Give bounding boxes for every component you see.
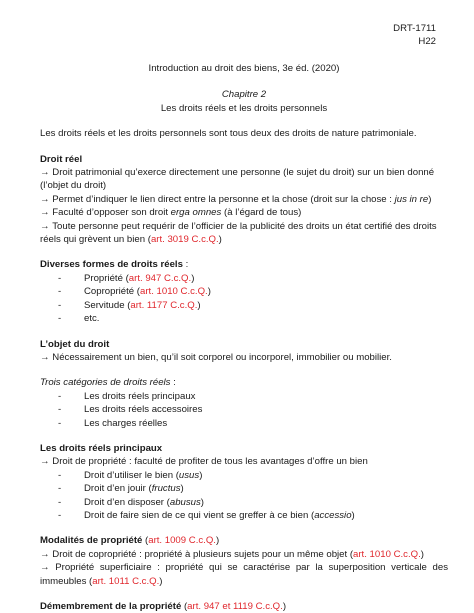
line-text: Droit de copropriété : propriété à plusieurs sujets pour un même objet (: [52, 548, 354, 560]
chapter-label: Chapitre 2: [221, 89, 267, 101]
latin-term: abusus: [169, 496, 201, 508]
heading-text: Diverses formes de droits réels: [40, 259, 183, 271]
item-text: Copropriété (: [84, 286, 140, 298]
item-text: Droit d’en disposer (: [84, 496, 170, 508]
section-heading: Démembrement de la propriété (art. 947 et 1119 C.c.Q.): [40, 601, 287, 612]
section-heading: [40, 376, 448, 389]
list-item: [40, 496, 448, 509]
item-text: ): [207, 286, 211, 298]
item-text: Droit d’en jouir (: [84, 483, 152, 495]
bullet-line: [40, 548, 448, 561]
line-text: ): [218, 234, 222, 246]
intro-paragraph: Les droits réels et les droits personnels sont tous deux des droits de nature patrimoniale.: [40, 128, 417, 140]
bullet-line: [40, 220, 448, 247]
bullet-line: [40, 455, 448, 468]
section-droit-reel: [40, 153, 448, 247]
item-text: ): [191, 272, 195, 284]
section-demembrement: [40, 600, 448, 613]
item-text: Droit d’utiliser le bien (: [84, 469, 179, 481]
list-item: [40, 312, 448, 325]
line-text: Permet d’indiquer le lien direct entre la personne et la chose (droit sur la chose :: [52, 193, 395, 205]
list-item: [40, 469, 448, 482]
bullet-line: [40, 166, 448, 193]
list-item: - Les charges réelles: [40, 417, 448, 430]
heading-text: Trois catégories de droits réels: [40, 377, 171, 389]
bullet-line: [40, 561, 448, 588]
heading-suffix: :: [182, 259, 189, 271]
line-text: Droit de propriété : faculté de profiter de tous les avantages d’offre un bien: [52, 456, 368, 468]
line-text: ): [428, 193, 432, 205]
formes-list: [40, 272, 448, 326]
group-code: H22: [418, 36, 436, 47]
latin-term: accessio: [314, 509, 352, 521]
line-text: Droit patrimonial qu’exerce directement une personne (le sujet du droit) sur un bien donné (l’objet du droit): [40, 167, 435, 192]
item-text: ): [180, 483, 184, 495]
latin-term: jus in re: [394, 193, 429, 205]
section-principaux: [40, 442, 448, 522]
article-reference: art. 1010 C.c.Q.: [353, 548, 421, 560]
list-item: [40, 482, 448, 495]
heading-text: Démembrement de la propriété: [40, 601, 182, 612]
bullet-line: [40, 206, 448, 219]
line-text: Toute personne peut requérir de l’officier de la publicité des droits un état certifié des droits réels qui grèvent un bien (: [40, 220, 437, 246]
section-heading: Modalités de propriété (art. 1009 C.c.Q.): [40, 535, 220, 547]
principaux-list: [40, 469, 448, 523]
line-text: Nécessairement un bien, qu’il soit corporel ou incorporel, immobilier ou mobilier.: [52, 351, 392, 363]
list-item: - Les droits réels principaux: [40, 390, 448, 403]
article-reference: art. 1177 C.c.Q.: [130, 299, 198, 311]
article-reference: art. 3019 C.c.Q.: [150, 234, 219, 246]
article-reference: art. 947 C.c.Q.: [128, 272, 192, 284]
article-reference: art. 1011 C.c.Q.: [92, 575, 160, 587]
latin-term: usus: [178, 469, 200, 481]
item-text: Servitude (: [84, 299, 131, 311]
document-title: Introduction au droit des biens, 3e éd. (2020): [148, 63, 340, 74]
line-text: Faculté d’opposer son droit: [52, 207, 171, 219]
list-item: [40, 272, 448, 285]
bullet-line: [40, 351, 448, 364]
section-heading: Droit réel: [40, 153, 83, 165]
section-heading: [40, 258, 448, 271]
section-heading: Les droits réels principaux: [40, 442, 163, 454]
item-text: ): [197, 299, 201, 311]
section-categories: [40, 376, 448, 430]
chapter-subtitle: Les droits réels et les droits personnels: [160, 102, 328, 114]
bullet-line: [40, 193, 448, 206]
latin-term: fructus: [151, 483, 181, 495]
line-text: ): [159, 575, 163, 587]
heading-suffix: :: [170, 377, 176, 389]
list-item: [40, 285, 448, 298]
line-text: Propriété superficiaire : propriété qui se caractérise par la superposition verticale des immeubles (: [40, 562, 448, 587]
item-text: ): [351, 509, 355, 521]
section-modalites: [40, 534, 448, 588]
section-objet: [40, 338, 448, 365]
item-text: ): [199, 469, 203, 481]
item-text: Propriété (: [84, 272, 129, 284]
item-text: Droit de faire sien de ce qui vient se greffer à ce bien (: [84, 509, 315, 521]
course-code: DRT-1711: [393, 23, 436, 34]
list-item: - Les droits réels accessoires: [40, 403, 448, 416]
heading-text: Modalités de propriété: [40, 535, 143, 547]
item-text: etc.: [84, 313, 100, 325]
item-text: ): [200, 496, 204, 508]
article-reference: art. 1010 C.c.Q.: [140, 286, 208, 298]
categories-list: [40, 390, 448, 430]
section-formes: [40, 258, 448, 325]
section-heading: L’objet du droit: [40, 338, 110, 350]
list-item: [40, 509, 448, 522]
article-reference: art. 1009 C.c.Q.: [148, 535, 216, 547]
line-text: (à l’égard de tous): [221, 207, 302, 219]
article-reference: art. 947 et 1119 C.c.Q.: [187, 601, 283, 612]
latin-term: erga omnes: [170, 207, 222, 219]
list-item: [40, 299, 448, 312]
line-text: ): [420, 548, 424, 560]
page-header: [40, 22, 448, 48]
